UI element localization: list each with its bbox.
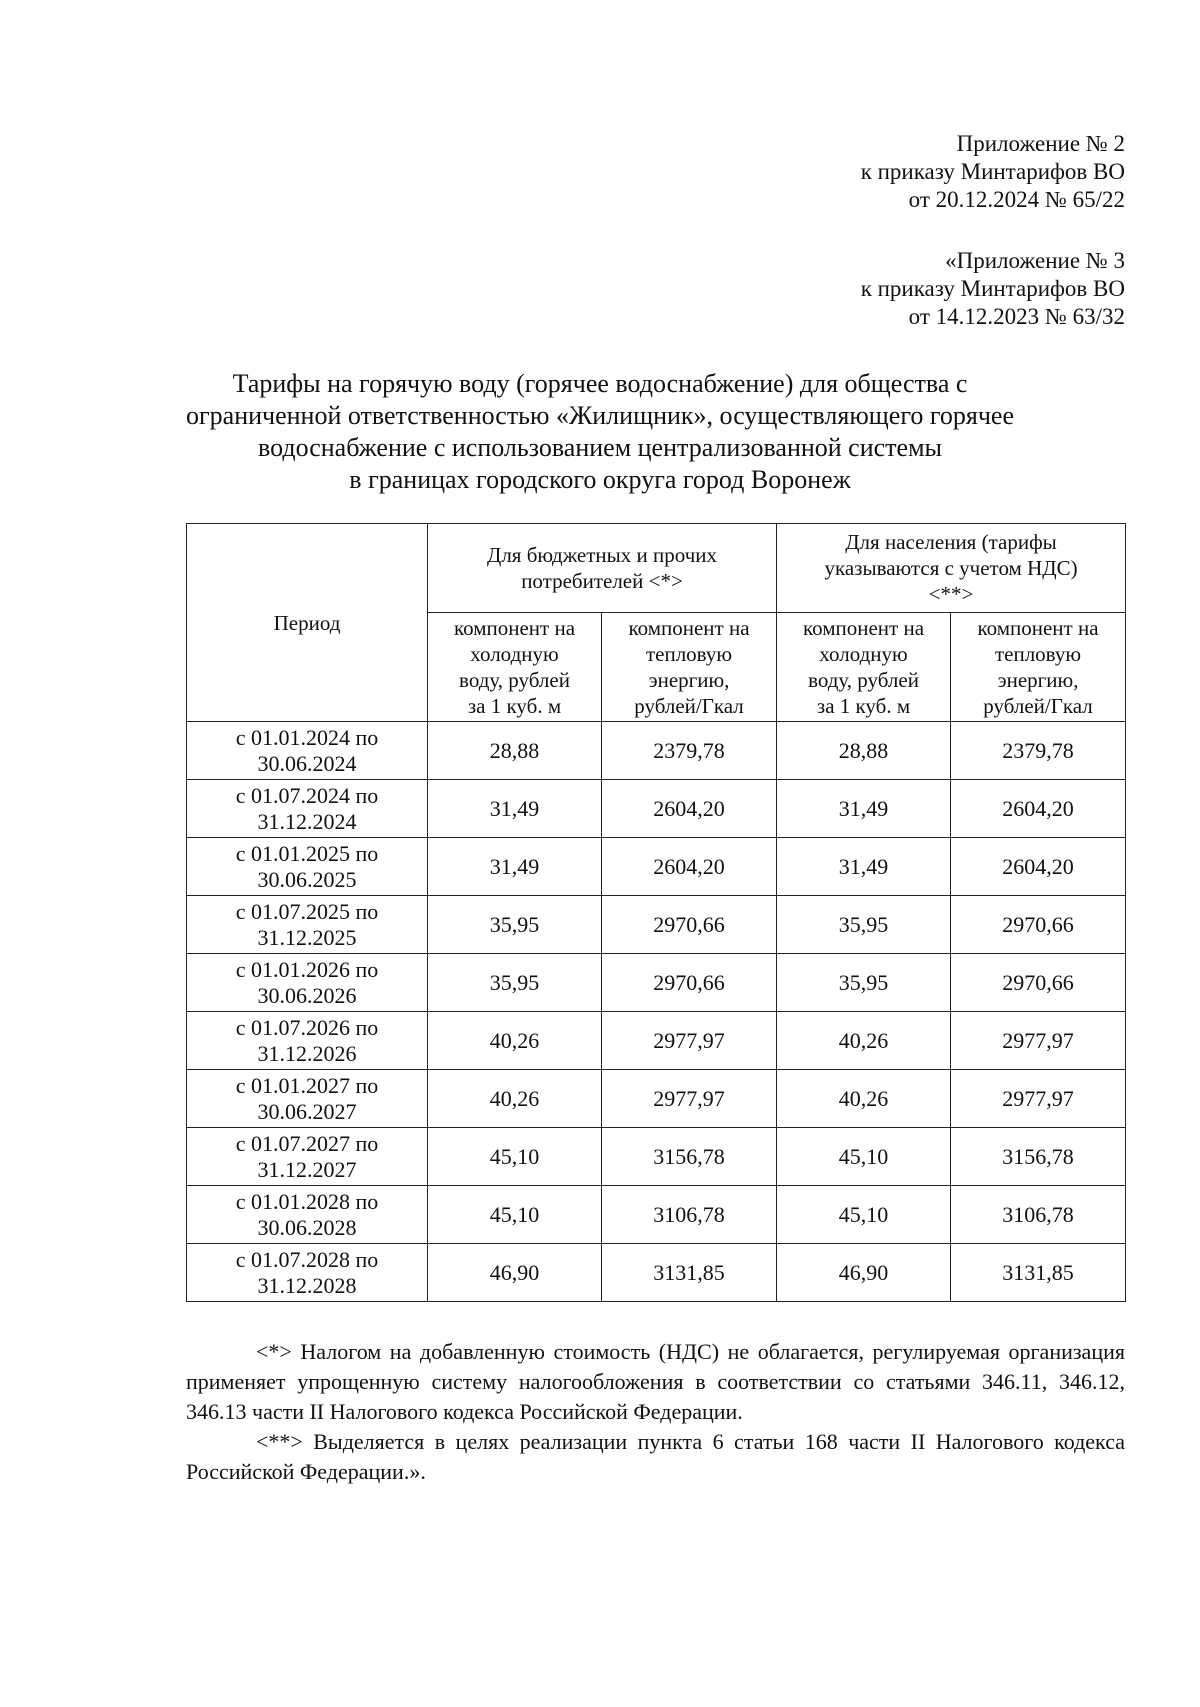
- budget-heat-value: 3156,78: [602, 1128, 777, 1186]
- period-cell: [187, 1012, 428, 1070]
- header-line: воду, рублей: [459, 668, 570, 692]
- period-cell: [187, 954, 428, 1012]
- period-from: с 01.01.2025 по: [235, 840, 379, 866]
- appendix-number: Приложение № 2: [956, 131, 1125, 156]
- period-cell: [187, 780, 428, 838]
- budget-cold-value: 31,49: [428, 838, 602, 896]
- header-line: рублей/Гкал: [983, 694, 1093, 718]
- period-cell: [187, 1128, 428, 1186]
- population-heat-value: 2379,78: [951, 722, 1126, 780]
- period-to: 31.12.2026: [257, 1040, 357, 1066]
- period-column-header: [187, 524, 428, 722]
- table-row: [187, 954, 1126, 1012]
- table-row: [187, 838, 1126, 896]
- header-line: рублей/Гкал: [634, 694, 744, 718]
- header-line: Для бюджетных и прочих: [487, 543, 718, 567]
- period-to: 31.12.2028: [257, 1272, 357, 1298]
- table-header-row: [187, 524, 1126, 613]
- population-heat-value: 2977,97: [951, 1070, 1126, 1128]
- population-cold-value: 40,26: [777, 1012, 951, 1070]
- header-line: компонент на: [802, 616, 925, 640]
- budget-heat-value: 2604,20: [602, 780, 777, 838]
- title-line: ограниченной ответственностью «Жилищник», осуществляющего горячее: [185, 401, 1014, 430]
- budget-heat-value: 2379,78: [602, 722, 777, 780]
- period-cell: [187, 1070, 428, 1128]
- table-row: [187, 1244, 1126, 1302]
- appendix-order: к приказу Минтарифов ВО: [860, 159, 1125, 184]
- period-to: 31.12.2027: [257, 1156, 357, 1182]
- header-line: указываются с учетом НДС): [824, 556, 1078, 580]
- footnotes: [186, 1337, 1125, 1487]
- period-cell: [187, 1186, 428, 1244]
- header-line: компонент на: [453, 616, 576, 640]
- table-row: [187, 1070, 1126, 1128]
- appendix-date: от 14.12.2023 № 63/32: [908, 304, 1125, 329]
- title-line: Тарифы на горячую воду (горячее водоснабжение) для общества с: [232, 369, 968, 398]
- header-line: тепловую: [645, 642, 733, 666]
- budget-heat-value: 2604,20: [602, 838, 777, 896]
- period-cell: [187, 1244, 428, 1302]
- header-line: потребителей <*>: [521, 569, 683, 593]
- tariff-table: [186, 523, 1126, 1302]
- period-to: 30.06.2026: [257, 982, 357, 1008]
- appendix-order: к приказу Минтарифов ВО: [860, 276, 1125, 301]
- period-header-label: Период: [273, 610, 341, 635]
- period-from: с 01.07.2025 по: [235, 898, 379, 924]
- budget-heat-value: 2977,97: [602, 1070, 777, 1128]
- period-from: с 01.07.2024 по: [235, 782, 379, 808]
- population-cold-value: 46,90: [777, 1244, 951, 1302]
- population-cold-value: 31,49: [777, 780, 951, 838]
- period-cell: [187, 838, 428, 896]
- period-cell: [187, 896, 428, 954]
- period-from: с 01.01.2026 по: [235, 956, 379, 982]
- budget-cold-water-header: [428, 613, 602, 722]
- period-from: с 01.01.2028 по: [235, 1188, 379, 1214]
- header-line: <**>: [928, 582, 974, 606]
- period-to: 30.06.2024: [257, 750, 357, 776]
- budget-cold-value: 35,95: [428, 896, 602, 954]
- table-row: [187, 1012, 1126, 1070]
- period-to: 30.06.2028: [257, 1214, 357, 1240]
- population-cold-value: 28,88: [777, 722, 951, 780]
- budget-consumers-header: [428, 524, 777, 613]
- title-line: в границах городского округа город Воронеж: [349, 465, 851, 494]
- header-line: воду, рублей: [808, 668, 919, 692]
- population-cold-value: 35,95: [777, 954, 951, 1012]
- header-line: за 1 куб. м: [816, 694, 911, 718]
- header-line: холодную: [819, 642, 908, 666]
- table-row: [187, 722, 1126, 780]
- population-cold-water-header: [777, 613, 951, 722]
- appendix-number: «Приложение № 3: [945, 248, 1125, 273]
- period-to: 31.12.2024: [257, 808, 357, 834]
- document-title: [120, 368, 1080, 496]
- budget-cold-value: 40,26: [428, 1070, 602, 1128]
- population-header: [777, 524, 1126, 613]
- population-heat-value: 2970,66: [951, 896, 1126, 954]
- table-row: [187, 780, 1126, 838]
- period-to: 30.06.2027: [257, 1098, 357, 1124]
- title-line: водоснабжение с использованием централизованной системы: [258, 433, 942, 462]
- population-heat-value: 2970,66: [951, 954, 1126, 1012]
- budget-cold-value: 45,10: [428, 1128, 602, 1186]
- budget-heat-energy-header: [602, 613, 777, 722]
- table-row: [187, 1128, 1126, 1186]
- population-heat-value: 2977,97: [951, 1012, 1126, 1070]
- header-line: энергию,: [648, 668, 730, 692]
- population-heat-value: 3106,78: [951, 1186, 1126, 1244]
- period-from: с 01.01.2027 по: [235, 1072, 379, 1098]
- period-from: с 01.07.2026 по: [235, 1014, 379, 1040]
- period-cell: [187, 722, 428, 780]
- header-line: энергию,: [997, 668, 1079, 692]
- budget-heat-value: 2977,97: [602, 1012, 777, 1070]
- population-heat-value: 2604,20: [951, 838, 1126, 896]
- population-heat-value: 2604,20: [951, 780, 1126, 838]
- period-from: с 01.07.2027 по: [235, 1130, 379, 1156]
- period-from: с 01.07.2028 по: [235, 1246, 379, 1272]
- period-to: 30.06.2025: [257, 866, 357, 892]
- population-heat-value: 3156,78: [951, 1128, 1126, 1186]
- appendix-reference-current: [861, 130, 1125, 214]
- header-line: компонент на: [977, 616, 1099, 640]
- period-from: с 01.01.2024 по: [235, 724, 379, 750]
- population-cold-value: 45,10: [777, 1128, 951, 1186]
- budget-cold-value: 40,26: [428, 1012, 602, 1070]
- population-heat-value: 3131,85: [951, 1244, 1126, 1302]
- appendix-date: от 20.12.2024 № 65/22: [908, 187, 1125, 212]
- budget-cold-value: 31,49: [428, 780, 602, 838]
- budget-heat-value: 2970,66: [602, 896, 777, 954]
- period-to: 31.12.2025: [257, 924, 357, 950]
- population-cold-value: 40,26: [777, 1070, 951, 1128]
- budget-cold-value: 45,10: [428, 1186, 602, 1244]
- budget-heat-value: 3131,85: [602, 1244, 777, 1302]
- header-line: холодную: [470, 642, 559, 666]
- header-line: тепловую: [994, 642, 1082, 666]
- table-row: [187, 896, 1126, 954]
- footnote-vat-allocated: <**> Выделяется в целях реализации пункта 6 статьи 168 части II Налогового кодекса Российской Федерации.».: [186, 1429, 1125, 1484]
- budget-cold-value: 46,90: [428, 1244, 602, 1302]
- budget-cold-value: 28,88: [428, 722, 602, 780]
- population-cold-value: 45,10: [777, 1186, 951, 1244]
- footnote-vat-exempt: <*> Налогом на добавленную стоимость (НДС) не облагается, регулируемая организация применяет упрощенную систему налогообложения в соответствии со статьями 346.11, 346.12, 346.13 части II Налогового кодекса Российской Федерации.: [186, 1339, 1125, 1424]
- table-row: [187, 1186, 1126, 1244]
- population-cold-value: 31,49: [777, 838, 951, 896]
- population-cold-value: 35,95: [777, 896, 951, 954]
- header-line: Для населения (тарифы: [845, 530, 1057, 554]
- header-line: компонент на: [628, 616, 750, 640]
- budget-heat-value: 3106,78: [602, 1186, 777, 1244]
- population-heat-energy-header: [951, 613, 1126, 722]
- budget-cold-value: 35,95: [428, 954, 602, 1012]
- header-line: за 1 куб. м: [467, 694, 562, 718]
- appendix-reference-amended: [861, 247, 1125, 331]
- budget-heat-value: 2970,66: [602, 954, 777, 1012]
